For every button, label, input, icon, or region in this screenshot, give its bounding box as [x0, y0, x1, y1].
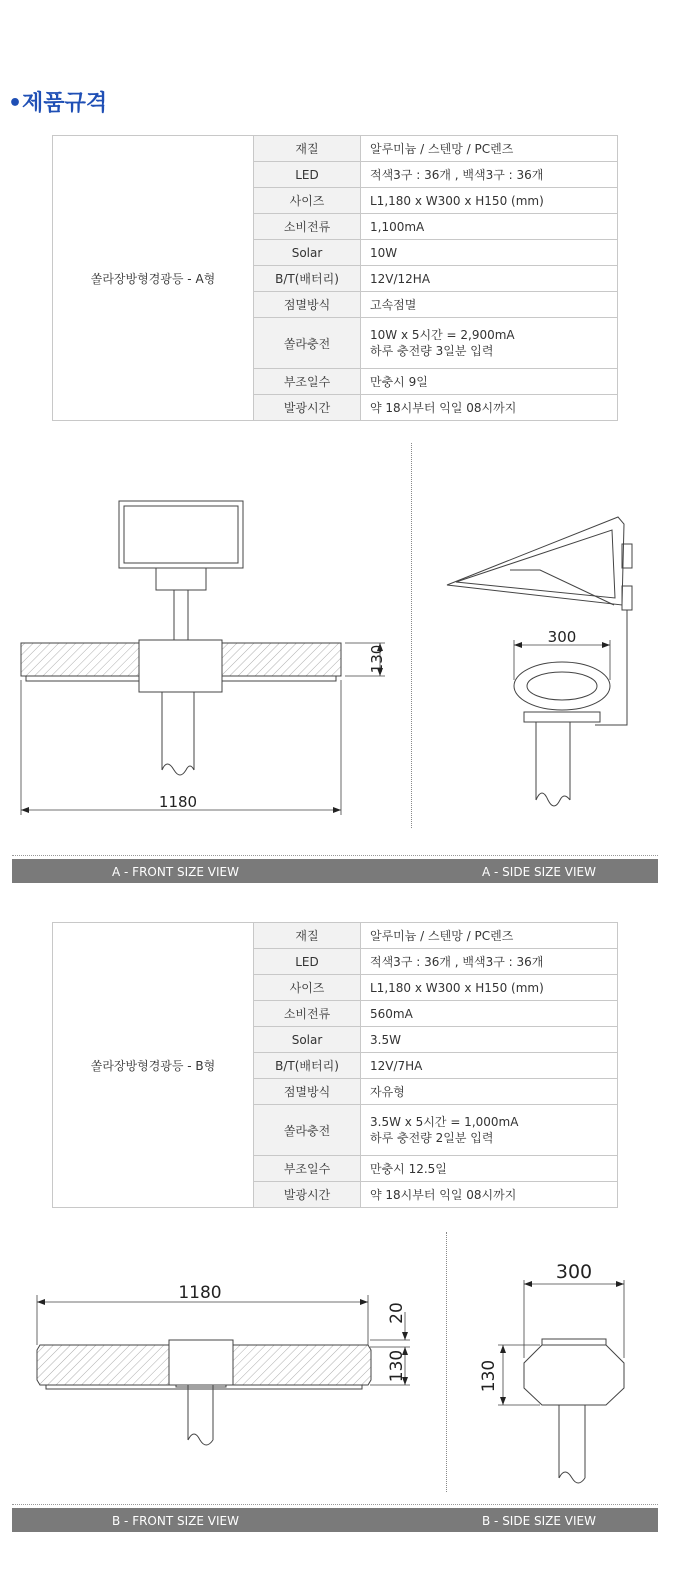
lamp-side-body-b — [524, 1345, 624, 1405]
spec-value: 자유형 — [361, 1079, 618, 1105]
spec-key: LED — [254, 949, 361, 975]
product-name-a: 쏠라장방형경광등 - A형 — [53, 136, 254, 421]
spec-value: 약 18시부터 익일 08시까지 — [361, 1182, 618, 1208]
spec-value: 12V/7HA — [361, 1053, 618, 1079]
spec-table-b — [52, 922, 618, 1208]
dim-front-height-b: 130 — [387, 1349, 407, 1383]
dim-front-width-b: 1180 — [178, 1283, 222, 1303]
dim-front-height-a: 130 — [368, 644, 386, 674]
spec-value: L1,180 x W300 x H150 (mm) — [361, 188, 618, 214]
dim-front-width-a: 1180 — [158, 793, 198, 811]
spec-key: 부조일수 — [254, 369, 361, 395]
spec-key: 쏠라충전 — [254, 318, 361, 369]
spec-value-line1: 3.5W x 5시간 = 1,000mA — [370, 1115, 519, 1129]
front-view-label-a: A - FRONT SIZE VIEW — [112, 865, 239, 879]
spec-value: 만충시 12.5일 — [361, 1156, 618, 1182]
spec-value: 12V/12HA — [361, 266, 618, 292]
spec-key: 사이즈 — [254, 975, 361, 1001]
spec-value: 3.5W — [361, 1027, 618, 1053]
divider — [12, 1504, 658, 1505]
spec-value: 알루미늄 / 스텐망 / PC렌즈 — [361, 923, 618, 949]
spec-value-line1: 10W x 5시간 = 2,900mA — [370, 328, 515, 342]
dim-side-height-b: 130 — [479, 1359, 499, 1393]
spec-value: 고속점멸 — [361, 292, 618, 318]
spec-value: L1,180 x W300 x H150 (mm) — [361, 975, 618, 1001]
spec-value: 적색3구 : 36개 , 백색3구 : 36개 — [361, 949, 618, 975]
side-view-label-b: B - SIDE SIZE VIEW — [482, 1514, 596, 1528]
drawing-divider — [446, 1232, 447, 1492]
spec-key: LED — [254, 162, 361, 188]
view-label-band-a — [12, 859, 658, 883]
spec-key: 재질 — [254, 136, 361, 162]
spec-key: 발광시간 — [254, 395, 361, 421]
dim-side-width-a: 300 — [547, 628, 577, 646]
drawing-b — [0, 1220, 680, 1510]
section-title: •제품규격 — [8, 91, 108, 116]
lamp-side-body — [514, 662, 610, 710]
solar-panel-side — [447, 517, 624, 605]
solar-panel-front — [119, 501, 243, 568]
spec-key: 부조일수 — [254, 1156, 361, 1182]
product-name-b: 쏠라장방형경광등 - B형 — [53, 923, 254, 1208]
spec-key: 사이즈 — [254, 188, 361, 214]
spec-value-line2: 하루 충전량 3일분 입력 — [370, 344, 494, 358]
spec-key: 점멸방식 — [254, 292, 361, 318]
spec-key: 점멸방식 — [254, 1079, 361, 1105]
spec-key: Solar — [254, 240, 361, 266]
spec-key: 발광시간 — [254, 1182, 361, 1208]
spec-key: B/T(배터리) — [254, 266, 361, 292]
front-view-label-b: B - FRONT SIZE VIEW — [112, 1514, 239, 1528]
spec-key: 재질 — [254, 923, 361, 949]
drawing-divider — [411, 443, 412, 828]
spec-value: 적색3구 : 36개 , 백색3구 : 36개 — [361, 162, 618, 188]
lamp-center-box-b — [169, 1340, 233, 1385]
spec-key: 소비전류 — [254, 214, 361, 240]
spec-value: 10W — [361, 240, 618, 266]
spec-value: 560mA — [361, 1001, 618, 1027]
spec-value-line2: 하루 충전량 2일분 입력 — [370, 1131, 494, 1145]
view-label-band-b — [12, 1508, 658, 1532]
spec-value: 알루미늄 / 스텐망 / PC렌즈 — [361, 136, 618, 162]
dim-front-top-b: 20 — [387, 1302, 407, 1324]
spec-value: 만충시 9일 — [361, 369, 618, 395]
spec-value: 1,100mA — [361, 214, 618, 240]
spec-key: 쏠라충전 — [254, 1105, 361, 1156]
spec-value — [361, 318, 618, 369]
divider — [12, 855, 658, 856]
spec-value: 약 18시부터 익일 08시까지 — [361, 395, 618, 421]
side-view-label-a: A - SIDE SIZE VIEW — [482, 865, 596, 879]
spec-value — [361, 1105, 618, 1156]
dim-side-width-b: 300 — [555, 1261, 593, 1283]
spec-key: Solar — [254, 1027, 361, 1053]
drawing-a — [0, 430, 680, 850]
lamp-center-box — [139, 640, 222, 692]
spec-key: B/T(배터리) — [254, 1053, 361, 1079]
spec-table-a — [52, 135, 618, 421]
spec-key: 소비전류 — [254, 1001, 361, 1027]
